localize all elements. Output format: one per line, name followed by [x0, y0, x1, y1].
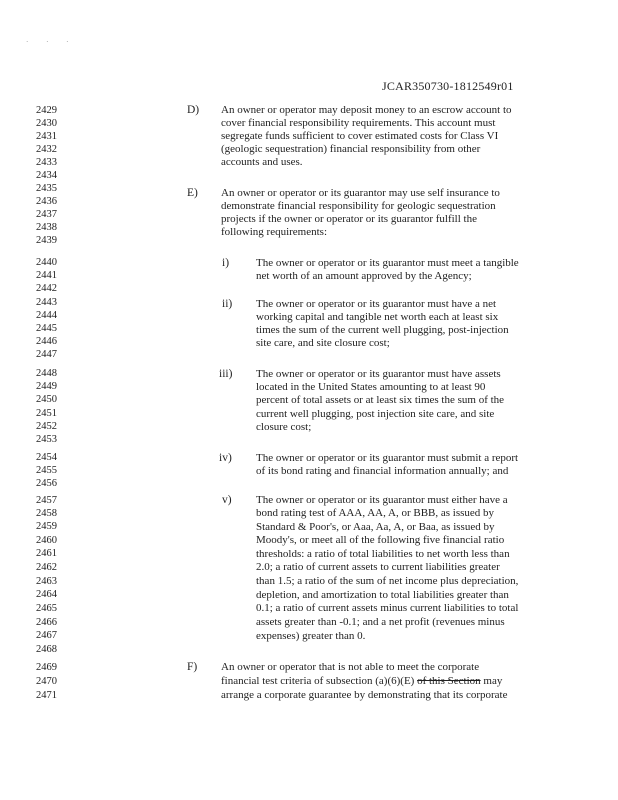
line-number: 2438 — [36, 222, 57, 233]
line-number: 2432 — [36, 144, 57, 155]
line-number: 2468 — [36, 644, 57, 655]
paragraph-line: arrange a corporate guarantee by demonstrating that its corporate — [221, 689, 508, 701]
line-number: 2445 — [36, 323, 57, 334]
subparagraph-line: percent of total assets or at least six times the sum of the — [256, 394, 505, 406]
line-number: 2441 — [36, 270, 57, 281]
subparagraph-line: times the sum of the current well plugging, post-injection — [256, 324, 509, 336]
line-number: 2434 — [36, 170, 57, 181]
line-number: 2455 — [36, 465, 57, 476]
subparagraph-marker: i) — [222, 257, 230, 269]
line-number: 2450 — [36, 394, 57, 405]
line-number: 2440 — [36, 257, 57, 268]
paragraph-line: cover financial responsibility requirements. This account must — [221, 117, 496, 129]
line-number: 2447 — [36, 349, 57, 360]
line-number: 2462 — [36, 562, 57, 573]
subparagraph-line: current well plugging, post injection site care, and site — [256, 408, 495, 420]
subparagraph-line: The owner or operator or its guarantor must either have a — [256, 494, 508, 506]
subparagraph-line: depletion, and amortization to total liabilities greater than — [256, 589, 509, 601]
subparagraph-marker: iii) — [219, 368, 233, 380]
subparagraph-line: thresholds: a ratio of total liabilities to net worth less than — [256, 548, 510, 560]
line-number: 2453 — [36, 434, 57, 445]
subparagraph-line: of its bond rating and financial information annually; and — [256, 465, 509, 477]
line-number: 2469 — [36, 662, 57, 673]
subparagraph-line: The owner or operator or its guarantor must meet a tangible — [256, 257, 519, 269]
subparagraph-line: The owner or operator or its guarantor must have assets — [256, 368, 501, 380]
line-number: 2436 — [36, 196, 57, 207]
line-number: 2459 — [36, 521, 57, 532]
line-number: 2431 — [36, 131, 57, 142]
subparagraph-line: Moody's, or meet all of the following five financial ratio — [256, 534, 505, 546]
line-number: 2471 — [36, 690, 57, 701]
line-number: 2457 — [36, 495, 57, 506]
line-number: 2456 — [36, 478, 57, 489]
paragraph-line: An owner or operator may deposit money to an escrow account to — [221, 104, 512, 116]
subparagraph-line: expenses) greater than 0. — [256, 630, 366, 642]
scan-specks: · · · — [26, 38, 77, 46]
line-number: 2467 — [36, 630, 57, 641]
line-number: 2446 — [36, 336, 57, 347]
subparagraph-marker: iv) — [219, 452, 232, 464]
paragraph-line — [221, 675, 502, 688]
subparagraph-line: assets greater than -0.1; and a net profit (revenues minus — [256, 616, 505, 628]
subparagraph-line: 2.0; a ratio of current assets to current liabilities greater — [256, 561, 500, 573]
paragraph-line: projects if the owner or operator or its guarantor fulfill the — [221, 213, 477, 225]
line-number: 2451 — [36, 408, 57, 419]
line-number: 2463 — [36, 576, 57, 587]
paragraph-line: following requirements: — [221, 226, 328, 238]
line-number: 2452 — [36, 421, 57, 432]
paragraph-line: accounts and uses. — [221, 156, 303, 168]
line-number: 2460 — [36, 535, 57, 546]
paragraph-line: segregate funds sufficient to cover estimated costs for Class VI — [221, 130, 499, 142]
subparagraph-line: located in the United States amounting to at least 90 — [256, 381, 486, 393]
line-number: 2449 — [36, 381, 57, 392]
paragraph-line: demonstrate financial responsibility for geologic sequestration — [221, 200, 496, 212]
paragraph-line: An owner or operator or its guarantor may use self insurance to — [221, 187, 500, 199]
line-number: 2430 — [36, 118, 57, 129]
line-number: 2435 — [36, 183, 57, 194]
subparagraph-line: net worth of an amount approved by the Agency; — [256, 270, 472, 282]
line-number: 2454 — [36, 452, 57, 463]
paragraph-line: (geologic sequestration) financial responsibility from other — [221, 143, 481, 155]
line-number: 2437 — [36, 209, 57, 220]
subparagraph-line: The owner or operator or its guarantor must submit a report — [256, 452, 519, 464]
subparagraph-line: Standard & Poor's, or Aaa, Aa, A, or Baa, as issued by — [256, 521, 495, 533]
subparagraph-line: The owner or operator or its guarantor must have a net — [256, 298, 497, 310]
subparagraph-marker: v) — [222, 494, 232, 506]
paragraph-line: An owner or operator that is not able to meet the corporate — [221, 661, 480, 673]
text-run: financial test criteria of subsection (a)(6)(E) — [221, 675, 418, 687]
line-number: 2466 — [36, 617, 57, 628]
document-header-code: JCAR350730-1812549r01 — [382, 79, 514, 93]
struck-text: of this Section — [417, 675, 481, 687]
subparagraph-line: bond rating test of AAA, AA, A, or BBB, as issued by — [256, 507, 495, 519]
line-number: 2470 — [36, 676, 57, 687]
text-run: may — [480, 675, 503, 687]
line-number: 2444 — [36, 310, 57, 321]
paragraph-marker: F) — [187, 661, 198, 673]
subparagraph-line: site care, and site closure cost; — [256, 337, 390, 349]
line-number: 2461 — [36, 548, 57, 559]
line-number: 2442 — [36, 283, 57, 294]
line-number: 2458 — [36, 508, 57, 519]
line-number: 2464 — [36, 589, 57, 600]
line-number: 2429 — [36, 105, 57, 116]
line-number: 2439 — [36, 235, 57, 246]
subparagraph-line: working capital and tangible net worth each at least six — [256, 311, 499, 323]
paragraph-marker: E) — [187, 187, 198, 199]
subparagraph-line: than 1.5; a ratio of the sum of net income plus depreciation, — [256, 575, 519, 587]
line-number: 2448 — [36, 368, 57, 379]
paragraph-marker: D) — [187, 104, 200, 116]
subparagraph-line: closure cost; — [256, 421, 312, 433]
subparagraph-marker: ii) — [222, 298, 233, 310]
line-number: 2443 — [36, 297, 57, 308]
subparagraph-line: 0.1; a ratio of current assets minus current liabilities to total — [256, 602, 519, 614]
line-number: 2433 — [36, 157, 57, 168]
line-number: 2465 — [36, 603, 57, 614]
